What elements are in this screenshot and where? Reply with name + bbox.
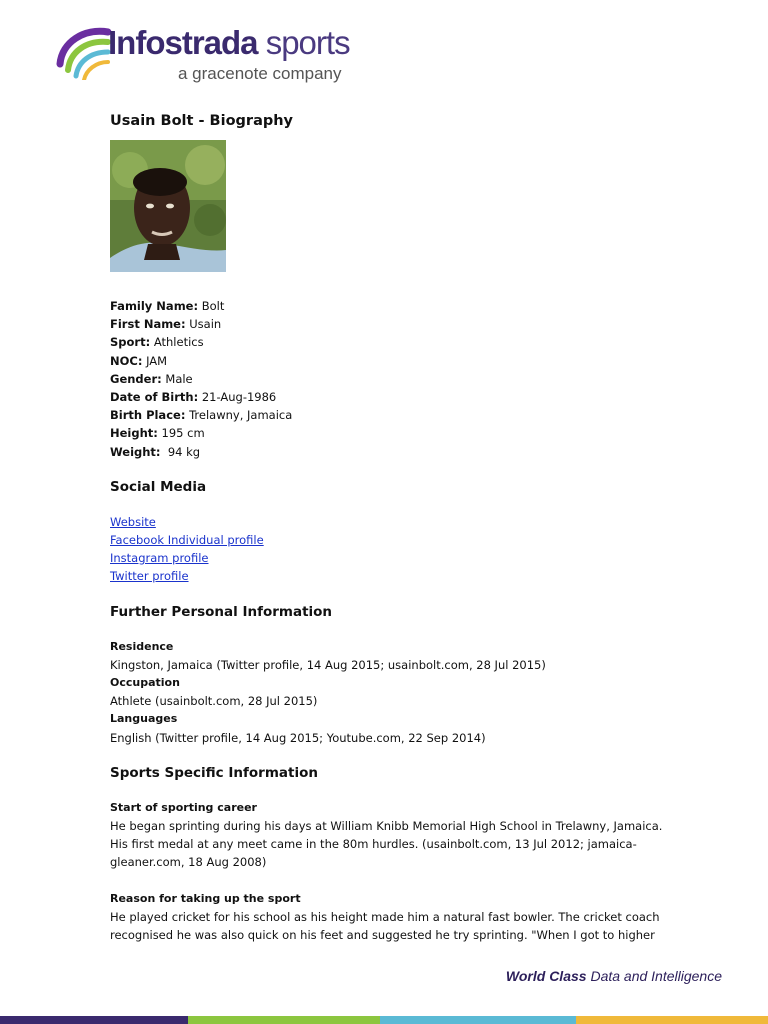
page-title: Usain Bolt - Biography [110,113,294,129]
languages-label: Languages [110,712,178,726]
field-gender: Gender: Male [110,371,193,386]
logo-brand-primary: Infostrada [108,24,258,61]
sports-info [110,799,670,944]
field-first-name: First Name: Usain [110,317,222,332]
field-sport: Sport: Athletics [110,335,204,350]
personal-info-heading: Further Personal Information [110,603,333,620]
social-links [110,513,670,586]
field-date-of-birth: Date of Birth: 21-Aug-1986 [110,390,277,405]
footer-tagline-bold: World Class [505,968,587,984]
footer-tagline-rest: Data and Intelligence [586,968,722,984]
website-link[interactable]: Website [110,514,156,529]
twitter-profile-link[interactable]: Twitter profile [110,569,189,584]
profile-fields [110,297,670,461]
footer-bar-segment [188,1016,380,1024]
residence-text: Kingston, Jamaica (Twitter profile, 14 Aug 2015; usainbolt.com, 28 Jul 2015) [110,657,546,672]
footer-color-bar [0,1016,768,1024]
footer-tagline [506,968,722,984]
sports-info-heading: Sports Specific Information [110,764,318,781]
athlete-photo [110,140,226,272]
field-family-name: Family Name: Bolt [110,299,225,313]
logo-tagline: a gracenote company [178,64,342,83]
field-noc: NOC: JAM [110,353,168,368]
footer-bar-segment [576,1016,768,1024]
biography-content [110,110,670,944]
social-media-heading: Social Media [110,478,207,495]
footer-bar-segment [380,1016,576,1024]
facebook-profile-link[interactable]: Facebook Individual profile [110,533,264,548]
instagram-profile-link[interactable]: Instagram profile [110,551,209,566]
reason-label: Reason for taking up the sport [110,891,301,905]
occupation-label: Occupation [110,676,180,690]
logo-brand-secondary: sports [265,24,350,61]
footer-bar-segment [0,1016,188,1024]
infostrada-logo [56,22,386,88]
career-start-label: Start of sporting career [110,800,257,814]
languages-text: English (Twitter profile, 14 Aug 2015; Youtube.com, 22 Sep 2014) [110,730,486,745]
field-birth-place: Birth Place: Trelawny, Jamaica [110,408,293,423]
reason-text: He played cricket for his school as his height made him a natural fast bowler. The cricket coach recognised he was also quick on his feet and suggested he try sprinting. "When I got to higher [110,909,660,943]
occupation-text: Athlete (usainbolt.com, 28 Jul 2015) [110,694,318,709]
residence-label: Residence [110,639,174,653]
field-height: Height: 195 cm [110,426,205,441]
personal-info [110,638,670,747]
logo-brand-text [108,24,350,62]
swoosh-logo-icon [56,24,112,80]
field-weight: Weight: 94 kg [110,444,201,459]
career-start-text: He began sprinting during his days at William Knibb Memorial High School in Trelawny, Jamaica. His first medal at any meet came in the 80m hurdles. (usainbolt.com, 13 Jul 2012; jamaica-gleaner.com, 18 Aug 2008) [110,819,663,870]
